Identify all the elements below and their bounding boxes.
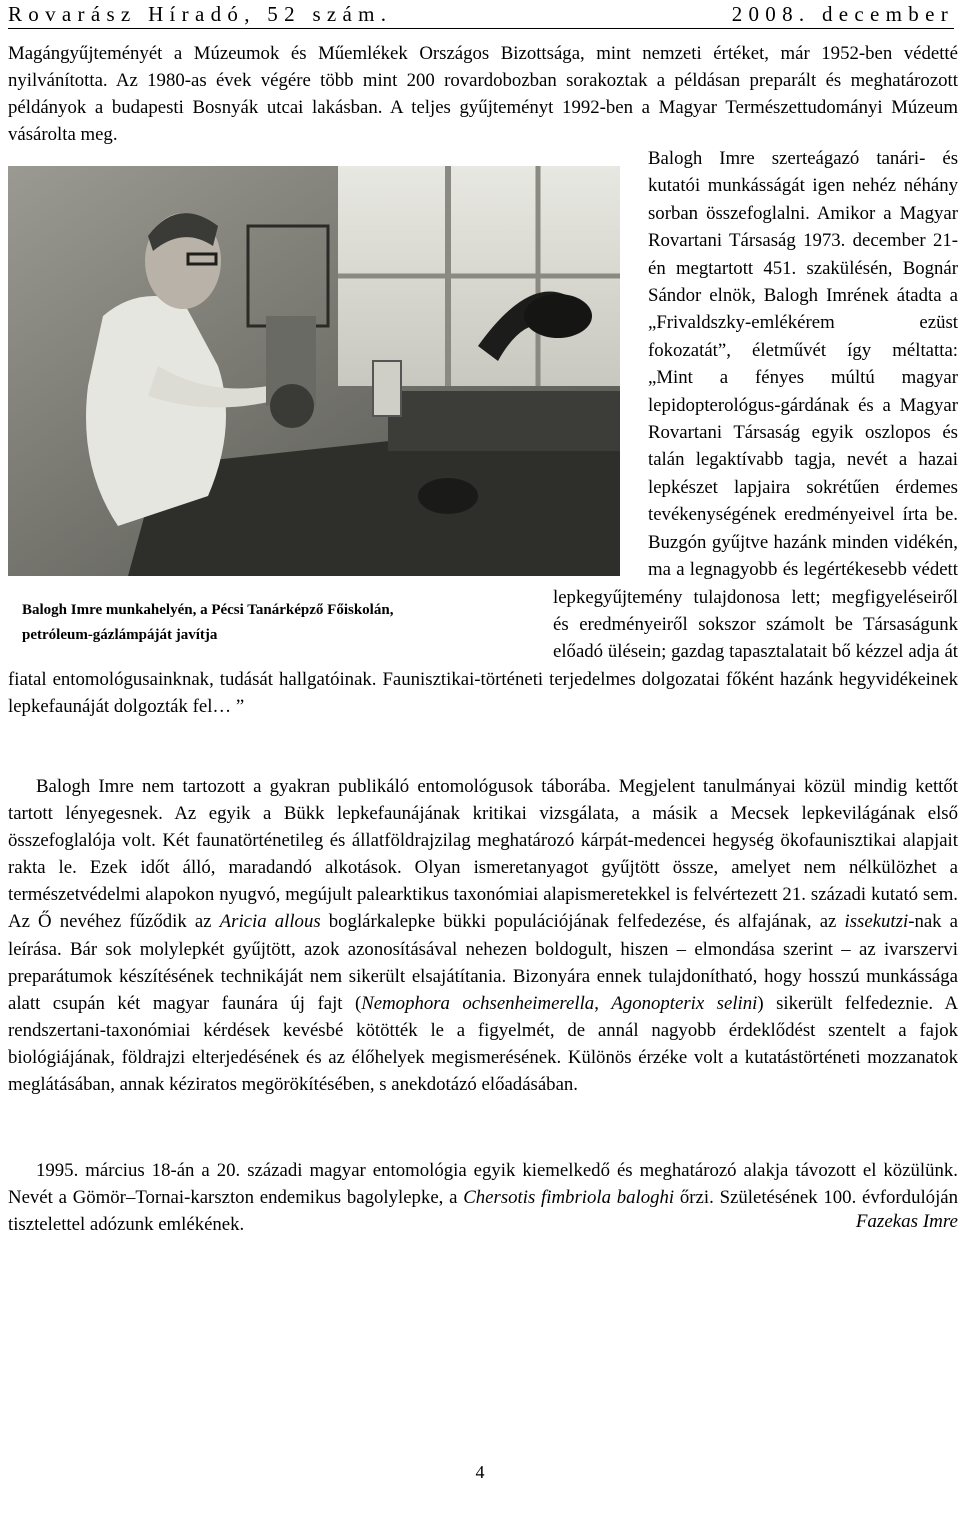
paragraph-career	[8, 145, 958, 721]
paragraph-career-text: Balogh Imre szerteágazó tanári- és kutatói munkásságát igen nehéz néhány sorban összefoglalni. Amikor a Magyar Rovartani Társaság 1973. december 21-én megtartott 451. szakülésén, Bognár Sándor elnök, Balogh Imrének átadta a „Frivaldszky-emlékérem ezüst fokozatát”, életművét így méltatta: „Mint a fényes múltú magyar lepidopterológus-gárdának és a Magyar Rovartani Társaság egyik oszlopos és talán legaktívabb tagja, nevét a hazai lepkészet lapjaira sokrétűen érdemes tevékenységének eredményeivel írta be. Buzgón gyűjtve hazánk minden vidékén, ma a legnagyobb és legértékesebb védett lepkegyűjtemény tulajdonosa lett; megfigyeléseiről és eredményeiről sokszor számolt be Társaságunk előadó ülésein; gazdag tapasztalatait bő kézzel adja át fiatal entomológusainknak, tudását hallgatóinak. Faunisztikai-történeti terjedelmes dolgozatai főként hazánk hegyvidékeinek lepkefaunáját dolgozták fel… ”	[8, 148, 958, 718]
caption-line-2: petróleum-gázlámpáját javítja	[22, 627, 218, 643]
subspecies-name: issekutzi	[844, 911, 909, 933]
page-header	[8, 0, 954, 29]
paragraph-publications: Balogh Imre nem tartozott a gyakran publikáló entomológusok táborába. Megjelent tanulmányai közül mindig kettőt tartott lényegesnek. Az egyik a Bükk lepkefaunájának kritikai vizsgálata, a másik a Mecsek lepkevilágának első összefoglalója volt. Két faunatörténetileg és állatföldrajzilag meghatározó kárpát-medencei hegység ökofaunisztikai alapjait rakta le. Ezek időt álló, maradandó alkotások. Olyan ismeretanyagot gyűjtött össze, amelyet nem nélkülözhet a természetvédelmi alapokon nyugvó, megújult palearktikus taxonómiai alapismeretekkel is felvértezett 21. századi kutató sem. Az Ő nevéhez fűződik az Aricia allous boglárkalepke bükki populációjának felfedezése, és alfajának, az issekutzi-nak a leírása. Bár sok molylepkét gyűjtött, azok azonosításával nehezen boldogult, hiszen – elmondása szerint – az ivarszervi preparátumok készítésének technikáját nem sikerült elsajátítania. Bizonyára ennek tulajdonítható, hogy hosszú munkássága alatt csupán két magyar faunára új fajt (Nemophora ochsenheimerella, Agonopterix selini) sikerült felfedeznie. A rendszertani-taxonómiai kérdések kevésbé kötötték le a figyelmét, de annál nagyobb érdeklődést szentelt a fajok biológiájának, földrajzi elterjedésének és az élőhelyek megismerésének. Különös érzéke volt a kutatástörténeti mozzanatok meglátásában, annak kéziratos megörökítésében, s anekdotázó előadásában.	[8, 776, 959, 1096]
journal-title: Rovarász Híradó, 52 szám.	[8, 2, 393, 26]
species-name: Chersotis fimbriola baloghi	[463, 1187, 675, 1209]
species-name: Aricia allous	[219, 911, 321, 933]
author-signature: Fazekas Imre	[855, 1211, 958, 1232]
page-number: 4	[475, 1462, 485, 1482]
paragraph-collection: Magángyűjteményét a Múzeumok és Műemlékek Országos Bizottsága, mint nemzeti értéket, már 1952-ben védetté nyilvánította. Az 1980-as évek végére több mint 200 rovardobozban sorakoztak a példásan preparált és meghatározott példányok a budapesti Bosnyák utcai lakásban. A teljes gyűjteményt 1992-ben a Magyar Természettudományi Múzeum vásárolta meg.	[8, 43, 958, 145]
species-name: Nemophora ochsenheimerella	[361, 992, 595, 1014]
paragraph-obituary: 1995. március 18-án a 20. századi magyar entomológia egyik kiemelkedő és meghatározó alakja távozott el közülünk. Nevét a Gömör–Tornai-karszton endemikus bagolylepke, a Chersotis fimbriola baloghi őrzi. Születésének 100. évfordulóján tisztelettel adózunk emlékének.	[8, 1160, 959, 1236]
issue-date: 2008. december	[731, 2, 954, 26]
caption-line-1: Balogh Imre munkahelyén, a Pécsi Tanárképző Főiskolán,	[22, 602, 394, 618]
species-name: Agonopterix selini	[611, 992, 758, 1014]
